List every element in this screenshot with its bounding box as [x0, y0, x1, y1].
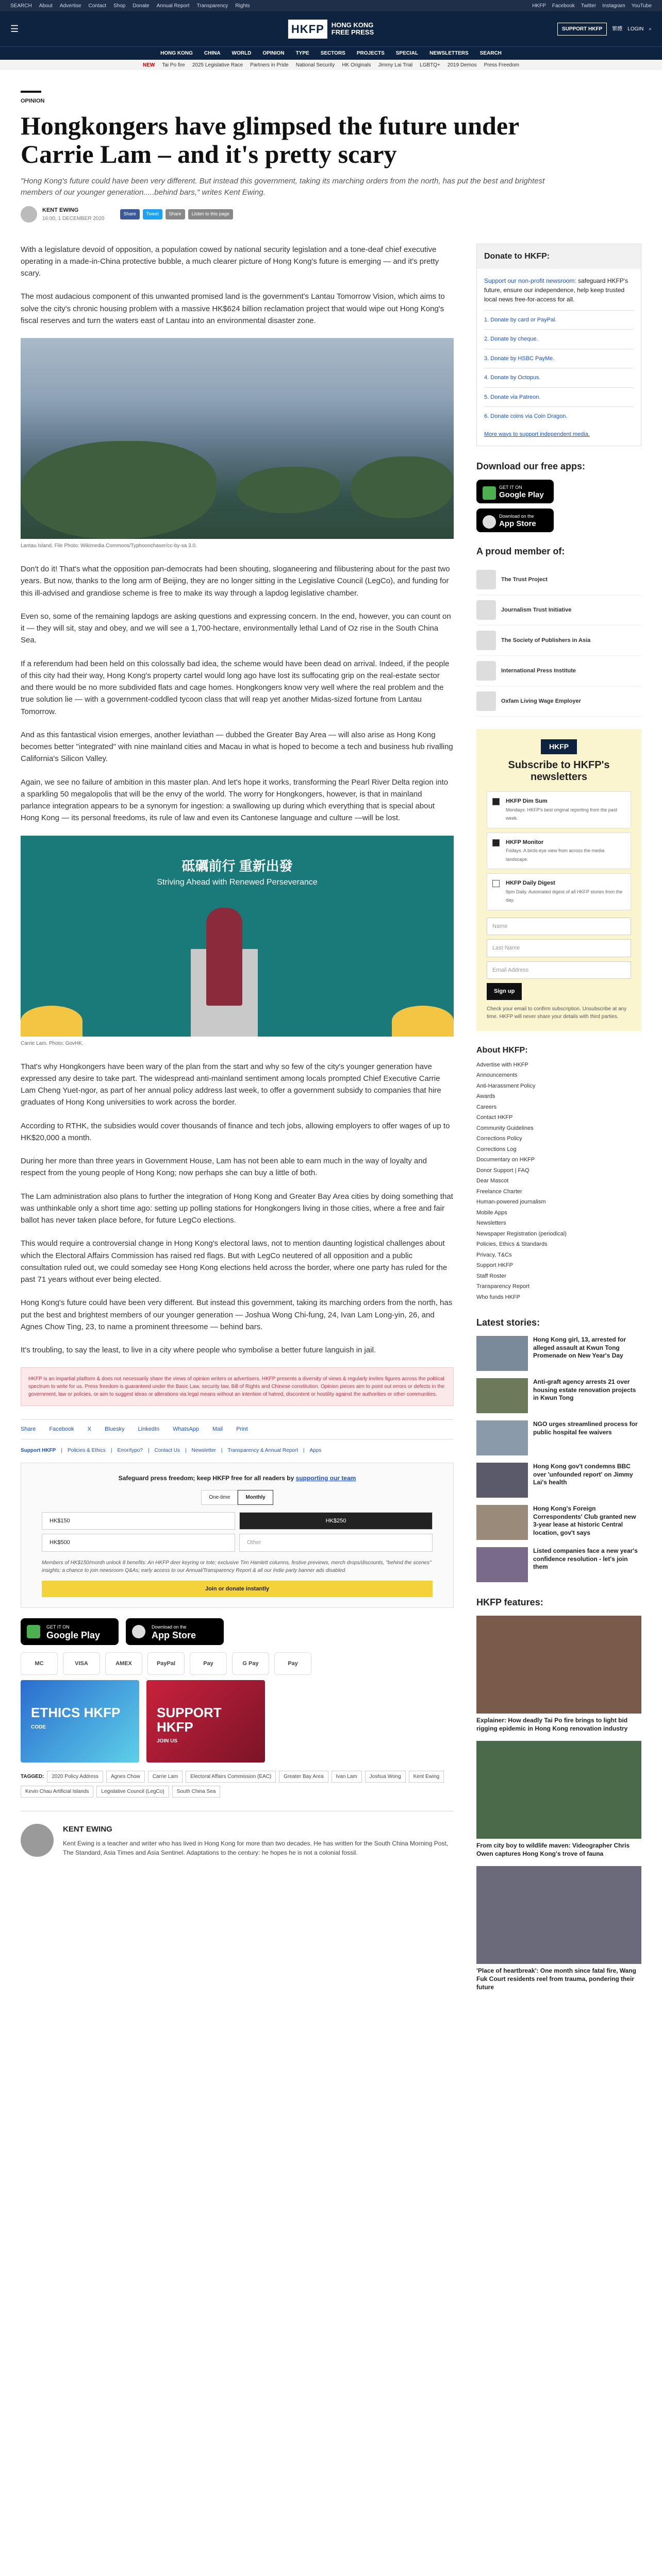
topbar-link-2[interactable]: Advertise — [59, 3, 81, 9]
app-store-button[interactable] — [126, 1618, 224, 1645]
byline — [21, 206, 641, 223]
island-shape — [237, 467, 340, 513]
support-hkfp-button[interactable]: SUPPORT HKFP — [557, 23, 607, 36]
flower-shape — [392, 1006, 454, 1037]
latest-story[interactable] — [476, 1547, 641, 1582]
share-button[interactable]: Share — [166, 209, 185, 219]
about-link[interactable]: Support HKFP — [476, 1262, 513, 1268]
nav-item-3[interactable]: OPINION — [262, 50, 285, 56]
paragraph: This would require a controversial change in Hong Kong's electoral laws, not to mention daunting logistical challenges about which the Electoral Affairs Commission has raised red flags. But with LegCo neutered of all opposition and a public consultation ruled out, we could someday see Hong Kong elections held across the border, where one party has ruled for the past 71 years without ever being elected. — [21, 1239, 448, 1284]
nav-item-4[interactable]: TYPE — [295, 50, 309, 56]
donate-box — [476, 244, 641, 447]
twitter-icon[interactable]: Twitter — [581, 3, 597, 9]
photo-banner — [21, 856, 454, 889]
photo-caption: Lantau Island. File Photo: Wikimedia Commons/Typhoonchaser/cc-by-sa 3.0. — [21, 543, 197, 549]
tag[interactable]: Carrie Lam — [148, 1771, 183, 1783]
social-hkfp[interactable]: HKFP — [532, 3, 546, 9]
support-badge-sub: JOIN US — [157, 1738, 178, 1744]
newsletter-desc: Fridays. A birds-eye view from across the media landscape. — [506, 848, 605, 862]
paragraph: Again, we see no failure of ambition in this master plan. And let's hope it works, transforming the Pearl River Delta region into a sparkling 50 megalopolis that will be the envy of the world. The worry for Hongkongers, however, is that in mainland parlance integration appears to be a synonym for ingestion: a swallowing up during which everything that is special about Hong Kong — its personal freedoms, its rule of law and even its Cantonese language and culture —will be lost. — [21, 777, 449, 823]
nav-item-1[interactable]: CHINA — [204, 50, 221, 56]
x-share-link[interactable]: X — [87, 1426, 92, 1433]
donate-option[interactable]: 5. Donate via Patreon. — [484, 387, 634, 407]
story-thumb — [476, 1505, 528, 1540]
frequency-toggle — [31, 1490, 443, 1505]
about-link[interactable]: Freelance Charter — [476, 1188, 522, 1195]
author-avatar[interactable] — [21, 206, 37, 223]
newsletter-logo: HKFP — [541, 739, 577, 754]
trending-6[interactable]: LGBTQ+ — [420, 62, 440, 68]
trust-project-logo — [476, 570, 496, 589]
newsletter-option[interactable] — [487, 873, 631, 910]
page-wrap — [21, 91, 641, 1999]
header-actions — [557, 23, 652, 36]
tag[interactable]: Electoral Affairs Commission (EAC) — [186, 1771, 276, 1783]
story-thumb — [476, 1463, 528, 1498]
trending-8[interactable]: Press Freedom — [484, 62, 519, 68]
google-play-top: GET IT ON — [46, 1624, 70, 1630]
about-link[interactable]: Staff Roster — [476, 1273, 506, 1279]
paragraph: It's troubling, to say the least, to live in a city where people who symbolise a better future languish in jail. — [21, 1346, 376, 1354]
topbar-link-6[interactable]: Annual Report — [156, 3, 190, 9]
link-contact[interactable]: Contact Us — [154, 1447, 180, 1453]
checkbox-unchecked[interactable] — [492, 880, 500, 887]
sidebar-google-top: GET IT ON — [499, 484, 522, 490]
article-tags — [21, 1771, 454, 1798]
language-toggle[interactable]: 繁體 — [612, 26, 623, 32]
tweet-button[interactable]: Tweet — [143, 209, 162, 219]
member-name: The Trust Project — [501, 576, 548, 583]
trending-0[interactable]: Tai Po fire — [162, 62, 185, 68]
google-play-label: Google Play — [46, 1630, 101, 1640]
sidebar-google-label: Google Play — [499, 490, 544, 500]
article-body — [21, 244, 454, 2000]
login-link[interactable]: LOGIN — [627, 26, 644, 32]
tag[interactable]: 2020 Policy Address — [47, 1771, 103, 1783]
paragraph: According to RTHK, the subsidies would cover thousands of finance and tech jobs, allowing employers to offer wages of up to HK$20,000 a month. — [21, 1121, 450, 1142]
tag[interactable]: South China Sea — [172, 1786, 221, 1798]
logo-line1: HONG KONG — [331, 21, 374, 29]
about-link[interactable]: Announcements — [476, 1072, 518, 1078]
tags-label: TAGGED: — [21, 1774, 44, 1780]
member-name: International Press Institute — [501, 667, 576, 674]
google-play-button[interactable] — [21, 1618, 119, 1645]
about-list — [476, 1060, 641, 1303]
member-name: Oxfam Living Wage Employer — [501, 698, 581, 704]
support-badge-title: SUPPORT HKFP — [157, 1705, 222, 1735]
feature-image — [476, 1616, 641, 1714]
latest-story[interactable] — [476, 1336, 641, 1371]
member-benefits-note: Members of HK$150/month unlock 8 benefits: An HKFP deer keyring or tote; exclusive Tim Hamlett columns, festive previews, merch drops/discounts, "behind the scenes" insights; a chance to join newsroom Q&As; early access to our Annual/Transparency Report & all our Indie party banner ads disabled. — [42, 1560, 432, 1573]
paragraph: Don't do it! That's what the opposition pan-democrats had been shouting, sloganeering and filibustering about for the past two years. But now, thanks to the long arm of Beijing, they are no longer sitting in the Legislative Council (LegCo), and funding for this ill-advised and grandiose scheme is free to make its way through a lapdog legislative chamber. — [21, 565, 450, 598]
link-newsletter[interactable]: Newsletter — [191, 1447, 216, 1453]
about-link[interactable]: Corrections Policy — [476, 1136, 522, 1142]
member-org[interactable] — [476, 565, 641, 595]
donate-option[interactable]: 6. Donate coins via Coin Dragon. — [484, 406, 634, 426]
trending-3[interactable]: National Security — [295, 62, 335, 68]
app-store-label: App Store — [152, 1630, 196, 1640]
tag[interactable]: Legislative Council (LegCo) — [96, 1786, 169, 1798]
listen-button[interactable]: Listen to this page — [188, 209, 233, 219]
trending-5[interactable]: Jimmy Lai Trial — [378, 62, 413, 68]
tag[interactable]: Greater Bay Area — [279, 1771, 328, 1783]
sidebar — [476, 244, 641, 2000]
about-link[interactable]: Privacy, T&Cs — [476, 1251, 512, 1258]
kicker-label[interactable]: OPINION — [21, 98, 45, 104]
nav-item-5[interactable]: SECTORS — [320, 50, 345, 56]
more-ways-link[interactable]: More ways to support independent media. — [484, 431, 590, 437]
member-org[interactable] — [476, 656, 641, 686]
latest-title: Latest stories: — [476, 1317, 540, 1328]
promo-badges — [21, 1680, 454, 1762]
apple-icon — [483, 515, 496, 529]
about-link[interactable]: Anti-Harassment Policy — [476, 1082, 536, 1089]
youtube-icon[interactable]: YouTube — [631, 3, 652, 9]
about-link[interactable]: Mobile Apps — [476, 1209, 507, 1216]
sidebar-apple-label: App Store — [499, 519, 536, 529]
story-headline: Hong Kong girl, 13, arrested for alleged assault at Kwun Tong Promenade on New Year's Day — [533, 1336, 626, 1360]
donate-option[interactable]: 3. Donate by HSBC PayMe. — [484, 349, 634, 368]
link-error[interactable]: Error/typo? — [117, 1447, 143, 1453]
site-logo[interactable] — [288, 20, 374, 39]
topbar-link-7[interactable]: Transparency — [196, 3, 228, 9]
about-link[interactable]: Who funds HKFP — [476, 1294, 520, 1300]
about-link[interactable]: Transparency Report — [476, 1283, 529, 1290]
paragraph: If a referendum had been held on this colossally bad idea, the scheme would have been dead on arrival. Indeed, if the people of this city had their way, Hong Kong's property cartel would long ago have lost its suffocating grip on the real-estate sector and there would be no more subdivided flats and cage homes. Hongkongers know very well where the real problem and the true solution lie — with a government-coddled tycoon class that will reap yet another Midas-sized fortune from Lantau Tomorrow. — [21, 659, 450, 716]
link-policies[interactable]: Policies & Ethics — [67, 1447, 106, 1453]
one-time-tab[interactable]: One-time — [201, 1490, 238, 1505]
ipi-logo — [476, 661, 496, 681]
paragraph: Hong Kong's future could have been very different. But instead this government, taking its marching orders from the north, has put the best and brightest members of our younger generation — Joshua Wong Chi-fung, 24, Ivan Lam Long-yin, 26, and Agnes Chow Ting, 23, to name a prominent threesome — behind bars. — [21, 1298, 453, 1331]
logo-line2: FREE PRESS — [331, 28, 374, 36]
amex-icon: AMEX — [105, 1652, 142, 1675]
story-thumb — [476, 1336, 528, 1371]
mail-share-link[interactable]: Mail — [212, 1426, 223, 1433]
print-link[interactable]: Print — [236, 1426, 248, 1433]
paragraph: With a legislature devoid of opposition, a population cowed by national security legislation and a tone-deaf chief executive operating in a made-in-China protective bubble, a much clearer picture of Hong Kong's future is emerging — and it's pretty scary. — [21, 245, 439, 278]
island-shape — [21, 441, 217, 539]
newsletter-box — [476, 729, 641, 1031]
site-header — [0, 11, 662, 46]
about-link[interactable]: Awards — [476, 1093, 495, 1099]
tag[interactable]: Ivan Lam — [332, 1771, 362, 1783]
latest-story[interactable] — [476, 1463, 641, 1498]
oxfam-logo — [476, 691, 496, 711]
latest-story[interactable] — [476, 1378, 641, 1413]
member-title: A proud member of: — [476, 546, 565, 556]
nav-item-6[interactable]: PROJECTS — [356, 50, 385, 56]
ethics-badge-title: ETHICS HKFP — [31, 1705, 121, 1721]
facebook-icon[interactable]: Facebook — [552, 3, 575, 9]
google-pay-icon: G Pay — [232, 1652, 269, 1675]
support-widget — [21, 1463, 454, 1608]
member-org[interactable] — [476, 686, 641, 717]
samsung-pay-icon: Pay — [274, 1652, 311, 1675]
google-play-icon — [483, 486, 496, 500]
last-name-input[interactable]: Last Name — [487, 939, 631, 957]
jti-logo — [476, 600, 496, 620]
article-tools — [120, 209, 233, 219]
nav-item-8[interactable]: NEWSLETTERS — [429, 50, 469, 56]
join-donate-button[interactable]: Join or donate instantly — [42, 1581, 433, 1598]
story-thumb — [476, 1378, 528, 1413]
feature-headline: Explainer: How deadly Tai Po fire brings to light bid rigging epidemic in Hong Kong renovation industry — [476, 1717, 628, 1732]
nav-item-2[interactable]: WORLD — [231, 50, 252, 56]
instagram-icon[interactable]: Instagram — [602, 3, 625, 9]
about-link[interactable]: Policies, Ethics & Standards — [476, 1241, 548, 1247]
feature-story[interactable] — [476, 1741, 641, 1858]
menu-icon[interactable]: ☰ — [10, 23, 19, 34]
about-link[interactable]: Newspaper Registration (periodical) — [476, 1230, 567, 1237]
newsletter-desc: Mondays. HKFP's best original reporting from the past week. — [506, 807, 617, 821]
sidebar-app-store-button[interactable] — [476, 509, 554, 532]
member-name: Journalism Trust Initiative — [501, 606, 572, 613]
link-support[interactable]: Support HKFP — [21, 1447, 56, 1453]
about-box — [476, 1044, 641, 1303]
tag[interactable]: Joshua Wong — [365, 1771, 406, 1783]
tag[interactable]: Agnes Chow — [106, 1771, 145, 1783]
link-transparency[interactable]: Transparency & Annual Report — [227, 1447, 298, 1453]
byline-date: 16:00, 1 DECEMBER 2020 — [42, 216, 105, 222]
author-box-text — [63, 1824, 454, 1858]
about-link[interactable]: Community Guidelines — [476, 1125, 534, 1131]
feature-image — [476, 1741, 641, 1839]
article-kicker — [21, 91, 45, 106]
member-org[interactable] — [476, 625, 641, 656]
newsletter-fineprint: Check your email to confirm subscription. Unsubscribe at any time. HKFP will never share your details with third parties. — [487, 1006, 627, 1020]
link-apps[interactable]: Apps — [309, 1447, 322, 1453]
amount-options — [31, 1512, 443, 1552]
share-link[interactable]: Share — [21, 1426, 36, 1433]
article-title: Hongkongers have glimpsed the future under Carrie Lam – and it's pretty scary — [21, 111, 519, 168]
trending-2[interactable]: Partners in Pride — [250, 62, 289, 68]
story-headline: Hong Kong's Foreign Correspondents' Club granted new 3-year lease at historic Central location, gov't says — [533, 1505, 636, 1536]
photo-caption: Carrie Lam. Photo: GovHK. — [21, 1040, 84, 1046]
newsletter-title: Subscribe to HKFP's newsletters — [508, 759, 610, 783]
donate-body — [477, 269, 641, 446]
paypal-icon: PayPal — [147, 1652, 185, 1675]
whatsapp-share-link[interactable]: WhatsApp — [173, 1426, 199, 1433]
about-link[interactable]: Human-powered journalism — [476, 1199, 546, 1205]
share-facebook-button[interactable]: Share — [120, 209, 140, 219]
top-utility-bar — [0, 0, 662, 11]
story-headline: NGO urges streamlined process for public hospital fee waivers — [533, 1420, 638, 1436]
author-box-bio: Kent Ewing is a teacher and writer who has lived in Hong Kong for more than two decades. He has written for the South China Morning Post, The Standard, Asia Times and Asia Sentinel. Adaptations to the century: he hopes he is not a colonial fossil. — [63, 1839, 449, 1857]
content-columns — [21, 244, 641, 2000]
footer-links: Support HKFP | Policies & Ethics | Error/typo? | Contact Us | Newsletter | Transparency & Annual Report | Apps — [21, 1447, 322, 1453]
about-link[interactable]: Corrections Log — [476, 1146, 517, 1153]
about-link[interactable]: Newsletters — [476, 1220, 506, 1226]
facebook-share-link[interactable]: Facebook — [49, 1426, 74, 1433]
donate-option[interactable]: 2. Donate by cheque. — [484, 329, 634, 349]
ethics-badge[interactable] — [21, 1680, 139, 1762]
email-input[interactable]: Email Address — [487, 961, 631, 979]
topbar-link-5[interactable]: Donate — [133, 3, 150, 9]
signup-button[interactable]: Sign up — [487, 983, 522, 1000]
feature-image — [476, 1866, 641, 1964]
topbar-link-0[interactable]: SEARCH — [10, 3, 32, 9]
checkbox-checked[interactable] — [492, 839, 500, 846]
donate-option[interactable]: 1. Donate by card or PayPal. — [484, 310, 634, 330]
banner-en: Striving Ahead with Renewed Perseverance — [157, 877, 318, 887]
donate-intro — [484, 276, 634, 304]
flower-shape — [21, 1006, 82, 1037]
support-headline-text: Safeguard press freedom; keep HKFP free for all readers by — [118, 1474, 294, 1482]
support-badge[interactable] — [146, 1680, 265, 1762]
member-name: The Society of Publishers in Asia — [501, 637, 591, 643]
topbar-link-4[interactable]: Shop — [113, 3, 126, 9]
linkedin-share-link[interactable]: LinkedIn — [138, 1426, 160, 1433]
new-label: NEW — [143, 62, 155, 68]
support-team-link[interactable]: supporting our team — [295, 1474, 356, 1482]
story-headline: Listed companies face a new year's confidence resolution - let's join them — [533, 1547, 638, 1571]
newsletter-name: HKFP Monitor — [506, 839, 544, 845]
sopa-logo — [476, 631, 496, 650]
checkbox-checked[interactable] — [492, 798, 500, 805]
paragraph: That's why Hongkongers have been wary of the plan from the start and why so few of the city's younger generation have expressed any desire to take part. The widespread anti-mainland sentiment among locals prompted Chief Executive Carrie Lam Cheng Yuet-ngor, as part of her annual policy address last week, to offer a government subsidy to companies that hire graduates of Hong Kong universities to work across the border. — [21, 1062, 441, 1107]
banner-zh: 砥礪前行 重新出發 — [181, 858, 293, 874]
ethics-badge-sub: CODE — [31, 1724, 46, 1730]
logo-box: HKFP — [288, 20, 327, 39]
person-shape — [206, 908, 242, 1006]
visa-icon: VISA — [63, 1652, 100, 1675]
trending-4[interactable]: HK Originals — [342, 62, 371, 68]
about-link[interactable]: Donor Support | FAQ — [476, 1167, 529, 1174]
feature-story[interactable] — [476, 1866, 641, 1991]
trending-7[interactable]: 2019 Demos — [447, 62, 477, 68]
features-title: HKFP features: — [476, 1597, 543, 1607]
donate-text: safeguard HKFP's future, ensure our independence, help keep trusted local news free-for-access for all. — [484, 277, 628, 303]
share-bar — [21, 1419, 454, 1439]
latest-story[interactable] — [476, 1505, 641, 1540]
about-link[interactable]: Dear Mascot — [476, 1178, 509, 1184]
apple-icon — [132, 1625, 145, 1638]
app-download-row — [21, 1618, 454, 1645]
paragraph: Even so, some of the remaining lapdogs are asking questions and expressing concern. In the end, however, you can count on it — they will sit, stay and obey, and we will see a 1,700-hectare, environmentally lethal Land of Oz rise in the South China Sea. — [21, 612, 451, 645]
topbar-social — [532, 2, 652, 10]
lantau-photo — [21, 338, 454, 539]
mastercard-icon: MC — [21, 1652, 58, 1675]
island-shape — [351, 456, 454, 518]
apps-title: Download our free apps: — [476, 461, 586, 471]
search-icon[interactable]: ⌕ — [649, 26, 652, 32]
feature-story[interactable] — [476, 1616, 641, 1733]
about-link[interactable]: Careers — [476, 1104, 497, 1110]
nav-item-0[interactable]: HONG KONG — [160, 50, 193, 56]
sidebar-apple-top: Download on the — [499, 513, 534, 519]
topbar-link-3[interactable]: Contact — [88, 3, 106, 9]
google-play-icon — [27, 1625, 40, 1638]
trending-1[interactable]: 2025 Legislative Race — [192, 62, 243, 68]
paragraph: During her more than three years in Government House, Lam has not been able to earn much in the way of loyalty and respect from the young people of Hong Kong; now perhaps she can buy a little of both. — [21, 1157, 427, 1178]
bluesky-share-link[interactable]: Bluesky — [105, 1426, 125, 1433]
app-store-top: Download on the — [152, 1624, 187, 1630]
amount-other-input[interactable]: Other — [239, 1534, 433, 1552]
paragraph: The Lam administration also plans to further the integration of Hong Kong and Greater Bay Area cities by doing something that was unthinkable only a short time ago: setting up polling stations for Hongkongers living in those cities, where a free and fair ballot has never taken place before, for future LegCo elections. — [21, 1192, 453, 1225]
donate-title: Donate to HKFP: — [477, 244, 641, 269]
about-title: About HKFP: — [476, 1045, 528, 1055]
nav-item-9[interactable]: SEARCH — [479, 50, 502, 56]
tag[interactable]: Kevin Chau Artificial Islands — [21, 1786, 93, 1798]
topbar-link-1[interactable]: About — [39, 3, 53, 9]
member-org[interactable] — [476, 595, 641, 625]
trending-bar — [0, 60, 662, 70]
donate-option[interactable]: 4. Donate by Octopus. — [484, 368, 634, 387]
story-thumb — [476, 1420, 528, 1455]
monthly-tab[interactable]: Monthly — [238, 1490, 273, 1505]
topbar-link-8[interactable]: Rights — [235, 3, 250, 9]
sidebar-google-play-button[interactable] — [476, 480, 554, 503]
main-nav — [0, 46, 662, 60]
amount-option[interactable]: HK$150 — [42, 1512, 235, 1530]
author-box-avatar[interactable] — [21, 1824, 54, 1857]
apple-pay-icon: Pay — [190, 1652, 227, 1675]
newsletter-option[interactable] — [487, 833, 631, 870]
amount-option[interactable]: HK$500 — [42, 1534, 235, 1552]
newsletter-desc: 9pm Daily. Automated digest of all HKFP stories from the day. — [506, 889, 623, 903]
nav-item-7[interactable]: SPECIAL — [395, 50, 419, 56]
about-link[interactable]: Advertise with HKFP — [476, 1061, 528, 1068]
byline-text — [42, 206, 105, 223]
story-headline: Anti-graft agency arrests 21 over housing estate renovation projects in Kwun Tong — [533, 1378, 636, 1402]
amount-option-selected[interactable]: HK$250 — [239, 1512, 433, 1530]
newsletter-name: HKFP Dim Sum — [506, 798, 548, 804]
byline-author[interactable]: KENT EWING — [42, 207, 79, 213]
feature-headline: From city boy to wildlife maven: Videographer Chris Owen captures Hong Kong's trove of fauna — [476, 1842, 630, 1857]
tag[interactable]: Kent Ewing — [409, 1771, 444, 1783]
about-link[interactable]: Documentary on HKFP — [476, 1157, 535, 1163]
newsletter-name: HKFP Daily Digest — [506, 880, 555, 886]
carrie-lam-photo — [21, 836, 454, 1037]
opinion-disclaimer: HKFP is an impartial platform & does not necessarily share the views of opinion writers or advertisers. HKFP presents a diversity of views & regularly invites figures across the political spectrum to write for us. Press freedom is guaranteed under the Basic Law, security law, Bill of Rights and Chinese constitution. Opinion pieces aim to point out errors or defects in the government, law or policies, or aim to suggest ideas or alterations via legal means without an intention of hatred, discontent or hostility against the authorities or other communities. — [21, 1367, 454, 1406]
article-standfirst: "Hong Kong's future could have been very different. But instead this government, taking its marching orders from the north, has put the best and brightest members of our younger generation.....behind bars," writes Kent Ewing. — [21, 176, 545, 197]
donate-link[interactable]: Support our non-profit newsroom: — [484, 277, 576, 284]
paragraph: The most audacious component of this unwanted promised land is the government's Lantau Tomorrow Vision, which aims to solve the city's chronic housing problem with a massive HK$624 billion reclamation project that would wipe out Hong Kong's fiscal reserves and turn the waters east of Lantau into an environmental disaster zone. — [21, 292, 445, 325]
story-thumb — [476, 1547, 528, 1582]
support-headline — [31, 1473, 443, 1483]
story-headline: Hong Kong gov't condemns BBC over 'unfounded report' on Jimmy Lai's health — [533, 1463, 633, 1486]
latest-story[interactable] — [476, 1420, 641, 1455]
paragraph: And as this fantastical vision emerges, another leviathan — dubbed the Greater Bay Area — will also arise as Hong Kong becomes better "integrated" with nine mainland cities and Macau in what is hoped to become a tech and business hub rivalling California's Silicon Valley. — [21, 730, 453, 764]
logo-text — [332, 22, 374, 37]
about-link[interactable]: Contact HKFP — [476, 1114, 513, 1121]
payment-methods — [21, 1652, 454, 1675]
feature-headline: 'Place of heartbreak': One month since fatal fire, Wang Fuk Court residents reel from trauma, pondering their future — [476, 1967, 637, 1991]
author-box-name[interactable]: KENT EWING — [63, 1825, 112, 1834]
author-box — [21, 1811, 454, 1858]
newsletter-option[interactable] — [487, 791, 631, 828]
first-name-input[interactable]: Name — [487, 918, 631, 936]
